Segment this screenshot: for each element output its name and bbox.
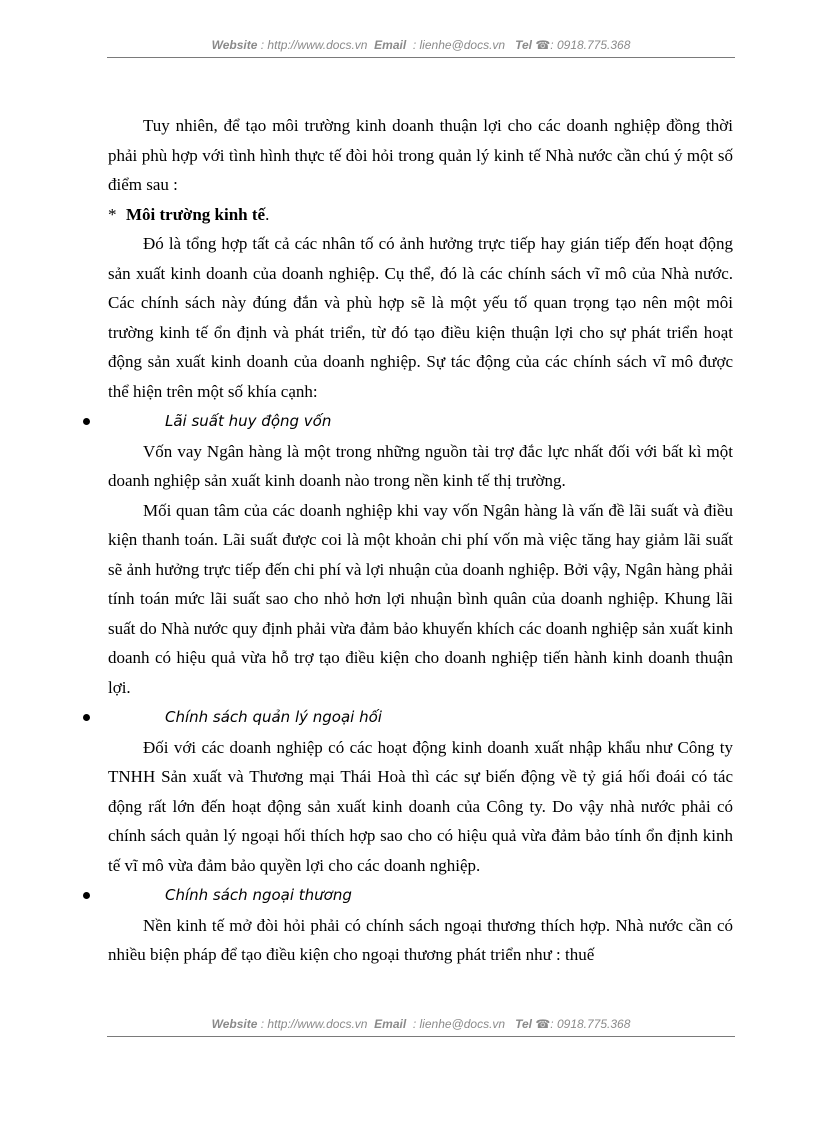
bullet-label: Lãi suất huy động vốn bbox=[165, 412, 332, 430]
bullet-dot bbox=[83, 714, 90, 721]
email-label: Email bbox=[374, 38, 407, 52]
paragraph-foreign-trade: Nền kinh tế mở đòi hỏi phải có chính sách ngoại thương thích hợp. Nhà nước cần có nhiều biện pháp để tạo điều kiện cho ngoại thương phát triển như : thuế bbox=[108, 915, 733, 964]
document-body bbox=[108, 111, 733, 970]
bullet-label: Chính sách ngoại thương bbox=[165, 886, 352, 904]
email-label: Email bbox=[374, 1017, 407, 1031]
tel-value: : 0918.775.368 bbox=[550, 1017, 631, 1031]
bullet-label: Chính sách quản lý ngoại hối bbox=[165, 708, 382, 726]
page-header bbox=[107, 38, 735, 52]
bullet-trade-policy bbox=[108, 880, 733, 911]
bullet-dot bbox=[83, 892, 90, 899]
paragraph-forex: Đối với các doanh nghiệp có các hoạt động kinh doanh xuất nhập khẩu như Công ty TNHH Sản xuất và Thương mại Thái Hoà thì các sự biến động về tỷ giá hối đoái có tác động rất lớn đến hoạt động sản xuất kinh doanh của Công ty. Do vậy nhà nước phải có chính sách quản lý ngoại hối thích hợp sao cho có hiệu quả vừa đảm bảo tính ổn định kinh tế vĩ mô vừa đảm bảo quyền lợi cho các doanh nghiệp. bbox=[108, 737, 733, 875]
email-value: : lienhe@docs.vn bbox=[412, 1017, 506, 1031]
paragraph-interest-concerns: Mối quan tâm của các doanh nghiệp khi vay vốn Ngân hàng là vấn đề lãi suất và điều kiện thanh toán. Lãi suất được coi là một khoản chi phí vốn mà việc tăng hay giảm lãi suất sẽ ảnh hưởng trực tiếp đến chi phí và lợi nhuận của doanh nghiệp. Bởi vậy, Ngân hàng phải tính toán mức lãi suất sao cho nhỏ hơn lợi nhuận bình quân của doanh nghiệp. Khung lãi suất do Nhà nước quy định phải vừa đảm bảo khuyến khích các doanh nghiệp sản xuất kinh doanh có hiệu quả vừa hỗ trợ tạo điều kiện cho doanh nghiệp tiến hành kinh doanh thuận lợi. bbox=[108, 500, 733, 697]
phone-icon: ☎ bbox=[535, 1017, 551, 1031]
tel-value: : 0918.775.368 bbox=[550, 38, 631, 52]
page-footer bbox=[107, 1017, 735, 1031]
phone-icon: ☎ bbox=[535, 38, 551, 52]
email-value: : lienhe@docs.vn bbox=[412, 38, 506, 52]
bullet-forex-policy bbox=[108, 702, 733, 733]
bullet-dot bbox=[83, 418, 90, 425]
paragraph-bank-loans: Vốn vay Ngân hàng là một trong những nguồn tài trợ đắc lực nhất đối với bất kì một doanh nghiệp sản xuất kinh doanh nào trong nền kinh tế thị trường. bbox=[108, 441, 733, 490]
section-heading bbox=[108, 200, 733, 230]
website-label: Website bbox=[211, 38, 258, 52]
bullet-interest-rate bbox=[108, 406, 733, 437]
heading-text: Môi trường kinh tế bbox=[126, 204, 266, 224]
tel-label: Tel bbox=[515, 38, 532, 52]
heading-suffix: . bbox=[265, 204, 270, 224]
paragraph-economic-environment: Đó là tổng hợp tất cả các nhân tố có ảnh hưởng trực tiếp hay gián tiếp đến hoạt động sản xuất kinh doanh của doanh nghiệp. Cụ thể, đó là các chính sách vĩ mô của Nhà nước. Các chính sách này đúng đắn và phù hợp sẽ là một yếu tố quan trọng tạo nên một môi trường kinh tế ổn định và phát triển, từ đó tạo điều kiện thuận lợi cho sự phát triển hoạt động sản xuất kinh doanh của doanh nghiệp. Sự tác động của các chính sách vĩ mô được thể hiện trên một số khía cạnh: bbox=[108, 234, 733, 401]
tel-label: Tel bbox=[515, 1017, 532, 1031]
website-value: : http://www.docs.vn bbox=[260, 38, 368, 52]
heading-star: * bbox=[108, 204, 117, 224]
paragraph-intro: Tuy nhiên, để tạo môi trường kinh doanh thuận lợi cho các doanh nghiệp đồng thời phải phù hợp với tình hình thực tế đòi hỏi trong quản lý kinh tế Nhà nước cần chú ý một số điểm sau : bbox=[108, 116, 733, 194]
website-value: : http://www.docs.vn bbox=[260, 1017, 368, 1031]
website-label: Website bbox=[211, 1017, 258, 1031]
footer-divider bbox=[107, 1036, 735, 1037]
header-divider bbox=[107, 57, 735, 58]
